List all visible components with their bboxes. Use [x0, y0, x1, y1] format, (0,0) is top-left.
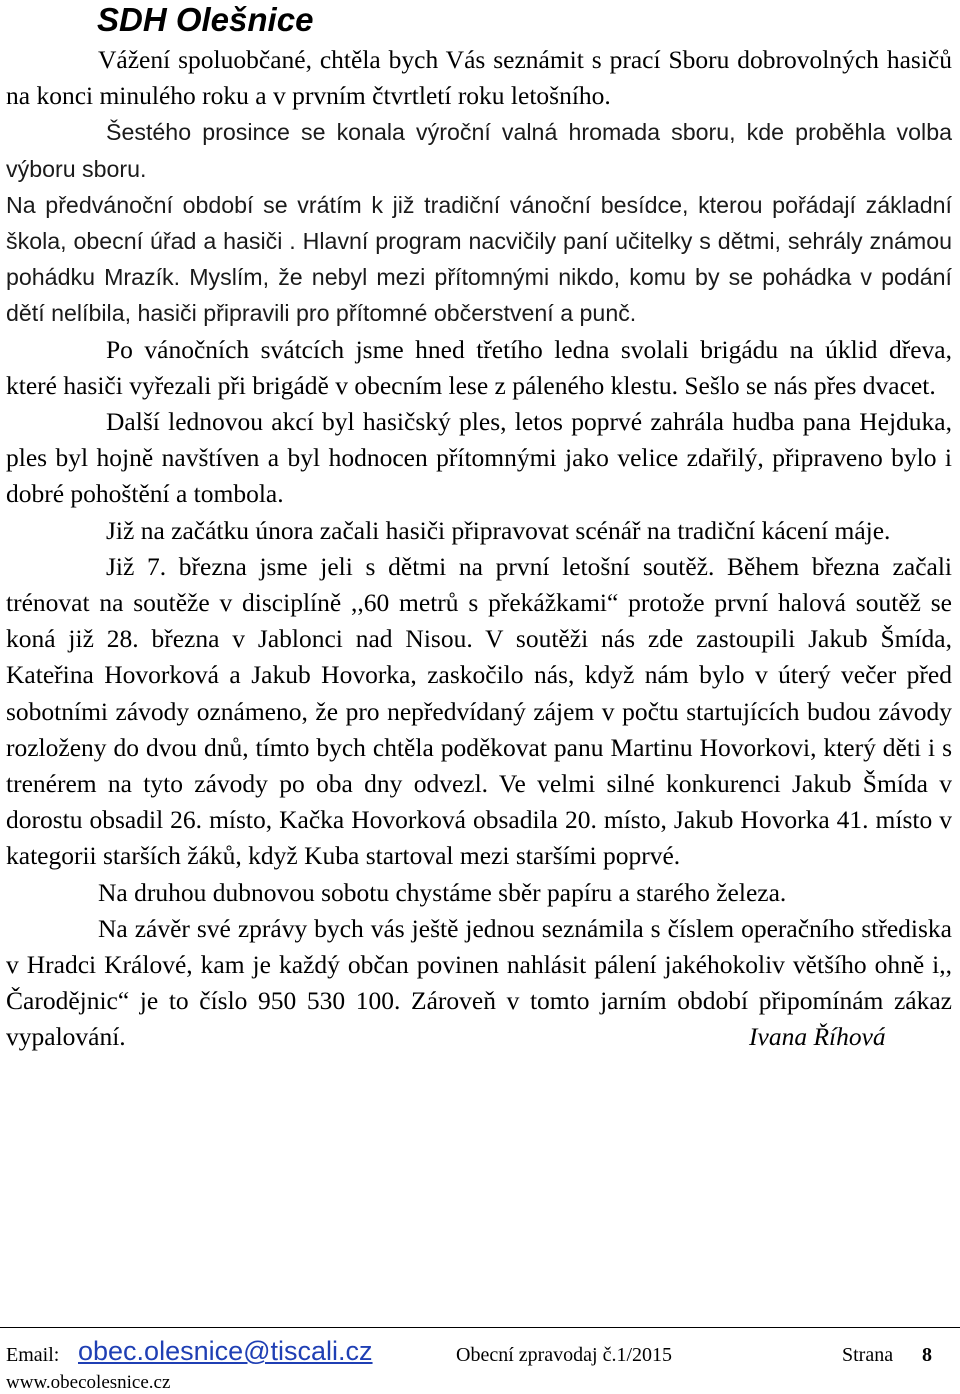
paragraph-greeting: Vážení spoluobčané, chtěla bych Vás seznámit s prací Sboru dobrovolných hasičů na konci minulého roku a v prvním čtvrtletí roku letošního.	[6, 45, 952, 111]
paragraph-maypole: Již na začátku února začali hasiči připravovat scénář na tradiční kácení máje.	[106, 515, 891, 545]
paragraph-fire-reporting	[6, 911, 952, 1056]
fire-reporting-text: Na závěr své zprávy bych vás ještě jednou seznámila s číslem operačního střediska v Hradci Králové, kam je každý občan povinen nahlásit pálení jakéhokoliv většího ohně i,, Čarodějnic“ je to číslo 950 530 100. Zároveň v tomto jarním období připomínám zákaz vypalování.	[6, 913, 952, 1052]
paragraph-firefighters-ball: Další lednovou akcí byl hasičský ples, letos poprvé zahrála hudba pana Hejduka, ples byl hojně navštíven a byl hodnocen přítomnými jako velice zdařilý, připraveno bylo i dobré pohoštění a tombola.	[6, 407, 952, 509]
paragraph-annual-meeting: Šestého prosince se konala výroční valná hromada sboru, kde proběhla volba výboru sboru.	[6, 119, 952, 182]
footer-bulletin-name: Obecní zpravodaj č.1/2015	[456, 1344, 673, 1366]
page-footer	[6, 1336, 936, 1372]
paragraph-scrap-collection: Na druhou dubnovou sobotu chystáme sběr papíru a starého železa.	[98, 877, 787, 907]
author-signature: Ivana Říhová	[749, 1022, 886, 1052]
footer-email-link[interactable]: obec.olesnice@tiscali.cz	[78, 1336, 373, 1366]
footer-page-number: 8	[922, 1344, 932, 1366]
paragraph-competition: Již 7. března jsme jeli s dětmi na první letošní soutěž. Během března začali trénovat na soutěže v disciplíně ,,60 metrů s překážkami“ protože první halová soutěž se koná již 28. března v Jablonci nad Nisou. V soutěži nás zde zastoupili Jakub Šmída, Kateřina Hovorková a Jakub Hovorka, zaskočilo nás, když nám bylo v úterý večer před sobotními závody oznámeno, že pro nepředvídaný zájem v počtu startujících budou závody rozloženy do dvou dnů, tímto bych chtěla poděkovat panu Martinu Hovorkovi, který děti i s trenérem na tyto závody po oba dny odvezl. Ve velmi silné konkurenci Jakub Šmída v dorostu obsadil 26. místo, Kačka Hovorková obsadila 20. místo, Jakub Hovorka 41. místo v kategorii starších žáků, když Kuba startoval mezi staršími poprvé.	[6, 551, 952, 871]
paragraph-christmas-party: Na předvánoční období se vrátím k již tradiční vánoční besídce, kterou pořádají základní škola, obecní úřad a hasiči . Hlavní program nacvičily paní učitelky s dětmi, sehrály známou pohádku Mrazík. Myslím, že nebyl mezi přítomnými nikdo, komu by se pohádka v podání dětí nelíbila, hasiči připravili pro přítomné občerstvení a punč.	[6, 191, 952, 327]
footer-divider	[0, 1327, 960, 1328]
paragraph-wood-brigade: Po vánočních svátcích jsme hned třetího ledna svolali brigádu na úklid dřeva, které hasiči vyřezali při brigádě v obecním lese z páleného klestu. Sešlo se nás přes dvacet.	[6, 334, 952, 400]
footer-email-label: Email:	[6, 1344, 60, 1366]
article-body	[6, 42, 952, 1056]
footer-page-label: Strana	[842, 1344, 894, 1366]
article-title: SDH Olešnice	[97, 1, 314, 38]
footer-website: www.obecolesnice.cz	[6, 1372, 171, 1393]
